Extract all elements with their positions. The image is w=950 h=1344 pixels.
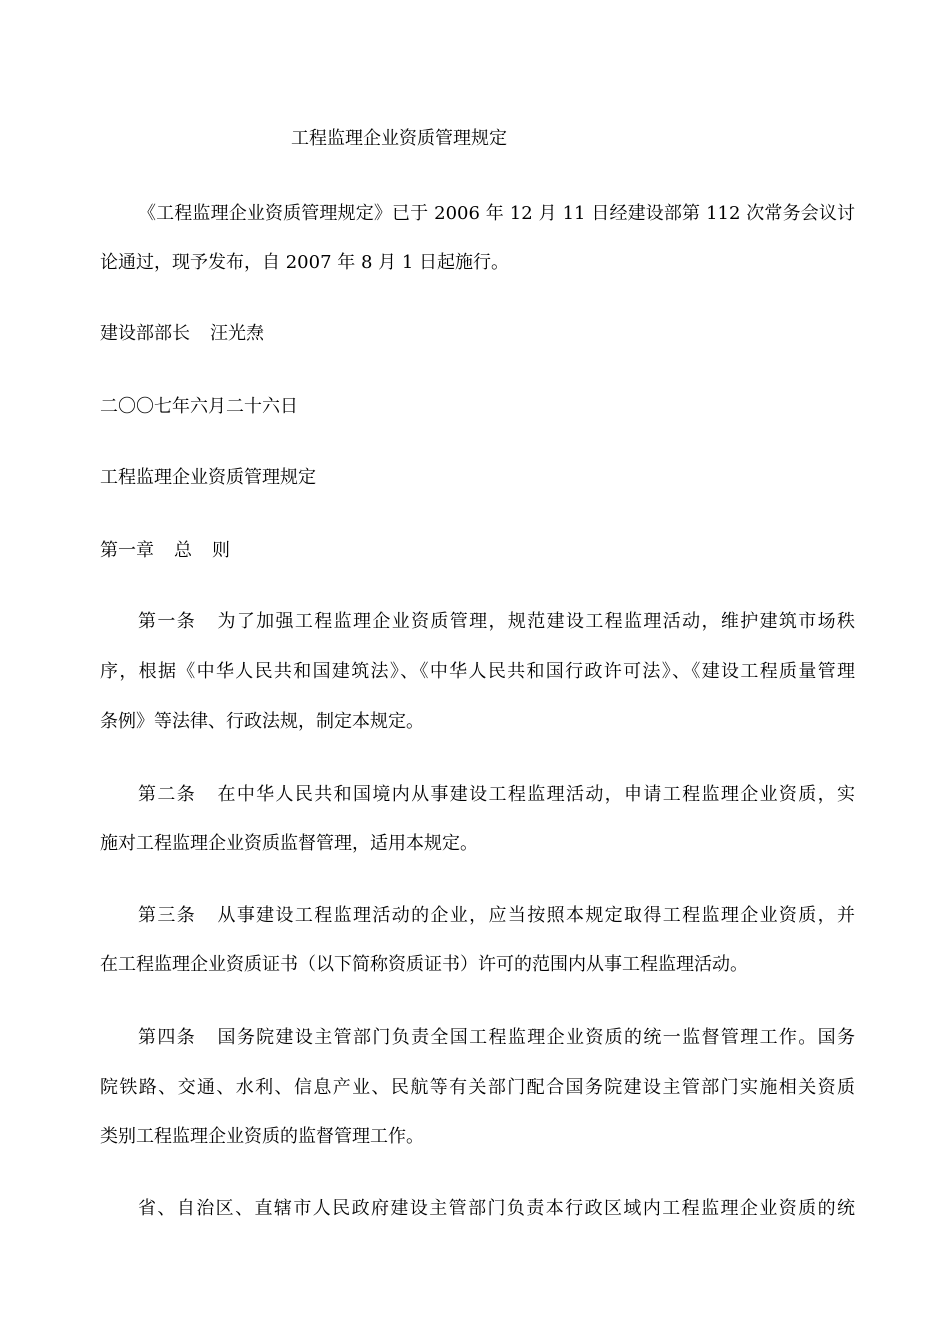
chapter-label: 第一章 (100, 540, 154, 561)
article-3-text: 从事建设工程监理活动的企业，应当按照本规定取得工程监理企业资质，并 (216, 905, 856, 926)
article-2-label: 第二条 (138, 784, 197, 805)
article-1-line-1 (138, 610, 855, 634)
article-2-text: 在中华人民共和国境内从事建设工程监理活动，申请工程监理企业资质，实 (216, 784, 856, 805)
intro-paragraph-line-1: 《工程监理企业资质管理规定》已于 2006 年 12 月 11 日经建设部第 112 次常务会议讨 (138, 203, 855, 224)
article-4-line-3: 类别工程监理企业资质的监督管理工作。 (100, 1126, 424, 1147)
minister-signature (100, 322, 855, 346)
chapter-heading (100, 539, 855, 563)
article-3-line-1 (138, 904, 855, 928)
article-3-label: 第三条 (138, 905, 197, 926)
article-4-line-2: 院铁路、交通、水利、信息产业、民航等有关部门配合国务院建设主管部门实施相关资质 (100, 1077, 855, 1098)
provincial-paragraph-line-1: 省、自治区、直辖市人民政府建设主管部门负责本行政区域内工程监理企业资质的统 (138, 1198, 855, 1219)
document-subtitle: 工程监理企业资质管理规定 (100, 467, 316, 488)
article-1-text: 为了加强工程监理企业资质管理，规范建设工程监理活动，维护建筑市场秩 (216, 611, 856, 632)
article-2-line-1 (138, 783, 855, 807)
article-3-line-2: 在工程监理企业资质证书（以下简称资质证书）许可的范围内从事工程监理活动。 (100, 954, 748, 975)
minister-title: 建设部部长 (100, 323, 190, 344)
issue-date: 二〇〇七年六月二十六日 (100, 396, 298, 417)
chapter-title-char-1: 总 (174, 540, 192, 561)
document-title: 工程监理企业资质管理规定 (291, 128, 507, 149)
intro-paragraph-line-2: 论通过，现予发布，自 2007 年 8 月 1 日起施行。 (100, 252, 510, 273)
article-1-label: 第一条 (138, 611, 197, 632)
minister-name: 汪光焘 (210, 323, 264, 344)
chapter-title-char-2: 则 (212, 540, 230, 561)
article-1-line-2: 序，根据《中华人民共和国建筑法》、《中华人民共和国行政许可法》、《建设工程质量管理 (100, 661, 855, 682)
article-2-line-2: 施对工程监理企业资质监督管理，适用本规定。 (100, 833, 478, 854)
article-4-label: 第四条 (138, 1027, 197, 1048)
article-4-line-1 (138, 1026, 855, 1050)
article-1-line-3: 条例》等法律、行政法规，制定本规定。 (100, 711, 424, 732)
article-4-text: 国务院建设主管部门负责全国工程监理企业资质的统一监督管理工作。国务 (216, 1027, 856, 1048)
